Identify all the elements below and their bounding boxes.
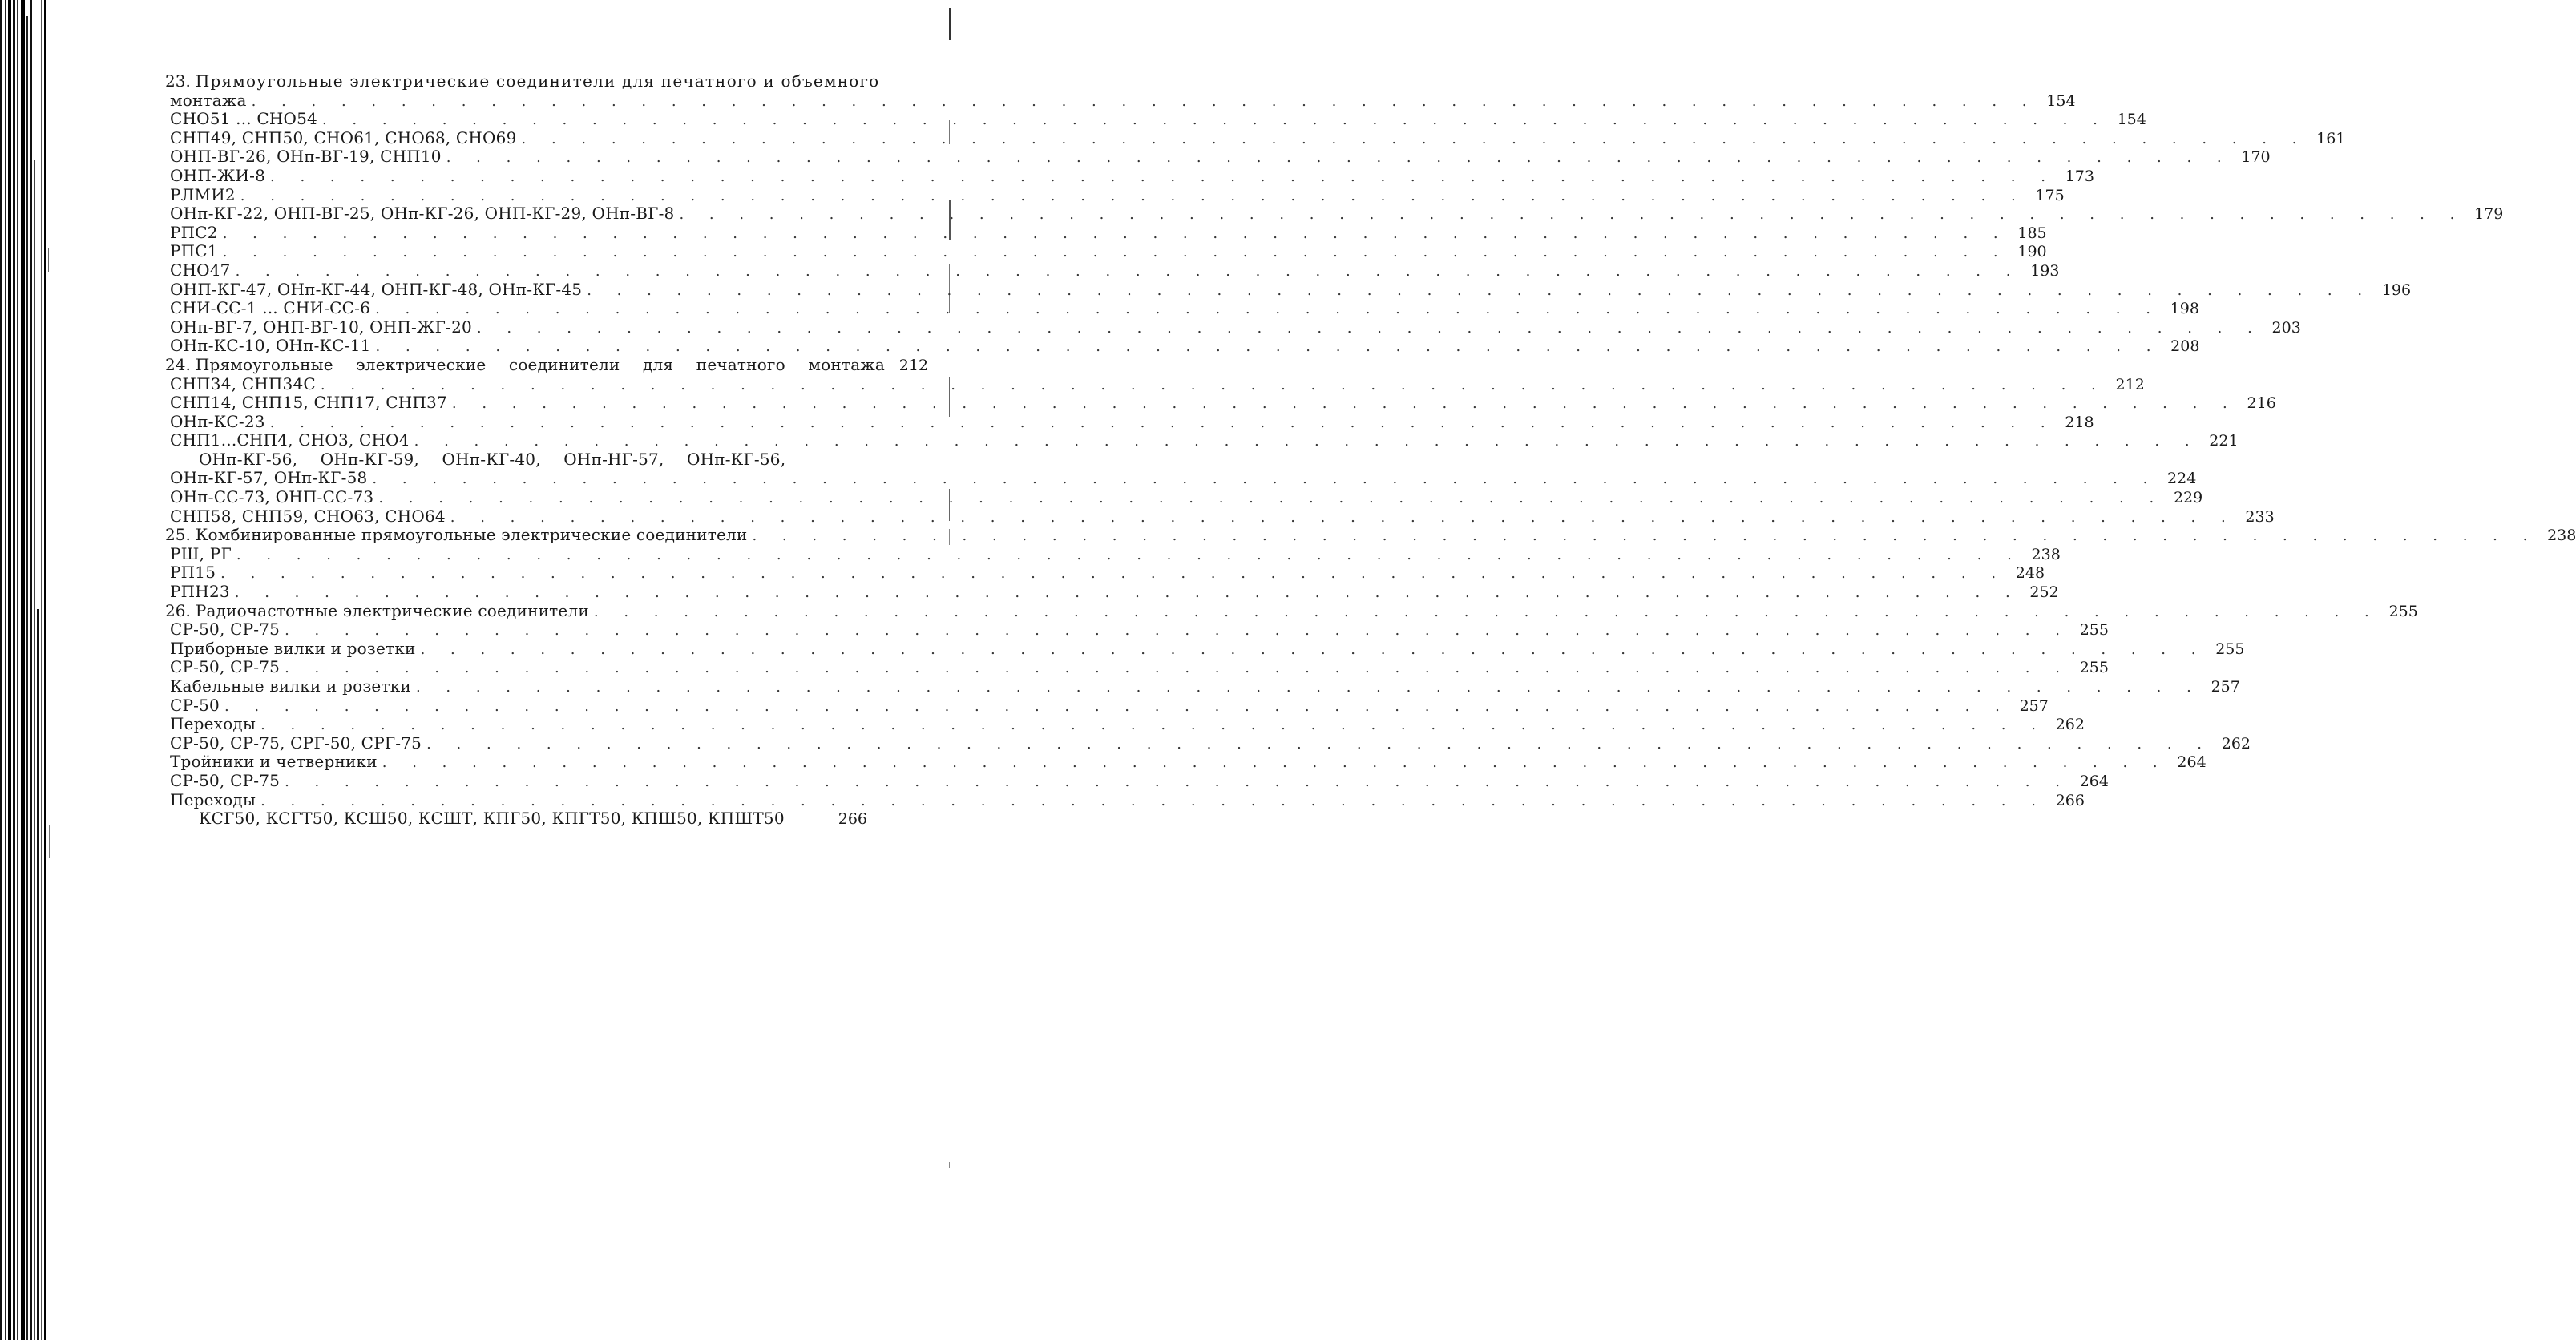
- toc-entry-row: [165, 317, 2301, 337]
- toc-page-number: 255: [2079, 621, 2109, 640]
- toc-page-number: 203: [2271, 318, 2301, 337]
- toc-page-number: 252: [2029, 583, 2059, 602]
- toc-entry-row: [165, 298, 2199, 318]
- toc-entry-title: ОНП-ЖИ-8: [170, 165, 266, 185]
- toc-entry-row: [165, 620, 2109, 640]
- toc-page-number: 196: [2381, 281, 2412, 299]
- toc-entry-row: [165, 147, 2271, 167]
- dot-leader: . . . . . . . . . . . . . . . . . . . . . . . . . . . . . . . . . . . . . . . . . . . . . . . . . . . . . . . . . . . .: [450, 508, 2236, 526]
- toc-page-number: 255: [2388, 602, 2418, 620]
- toc-entry-row: [165, 336, 2200, 356]
- toc-page-number: 233: [2245, 507, 2275, 526]
- toc-section-row: [165, 525, 2576, 545]
- toc-entry-row: [165, 582, 2059, 602]
- toc-entry-title: Радиочастотные электрические соединители: [195, 600, 589, 620]
- dot-leader: . . . . . . . . . . . . . . . . . . . . . . . . . . . . . . . . . . . . . . . . . . . . . . . . . . . . . . . . . . . .: [320, 376, 2106, 394]
- toc-page-number: 185: [2017, 224, 2047, 242]
- toc-page-number: 229: [2173, 489, 2203, 507]
- toc-page-number: 266: [838, 810, 867, 829]
- toc-page-number: 266: [2055, 791, 2085, 809]
- toc-page-number: 154: [2046, 91, 2076, 110]
- toc-entry-row: [165, 657, 2109, 677]
- dot-leader: . . . . . . . . . . . . . . . . . . . . . . . . . . . . . . . . . . . . . . . . . . . . . . . . . . . . . . . . . . . .: [285, 660, 2070, 677]
- toc-entry-title: КСГ50, КСГТ50, КСШ50, КСШТ, КПГ50, КПГТ50, КПШ50, КПШТ50: [199, 809, 785, 829]
- dot-leader: . . . . . . . . . . . . . . . . . . . . . . . . . . . . . . . . . . . . . . . . . . . . . . . . . . . . . . . . . . . .: [260, 792, 2046, 809]
- toc-page-number: 221: [2209, 432, 2239, 450]
- toc-section-number: 23.: [165, 71, 191, 91]
- toc-entry-row: [165, 752, 2207, 772]
- toc-entry-title: ОНп-КС-23: [170, 411, 265, 431]
- toc-entry-row: [165, 430, 2239, 450]
- toc-section-row: [165, 354, 929, 375]
- toc-section-number: 24.: [165, 354, 191, 374]
- dot-leader: . . . . . . . . . . . . . . . . . . . . . . . . . . . . . . . . . . . . . . . . . . . . . . . . . . . . . . . . . . . .: [222, 244, 2009, 261]
- dot-leader: . . . . . . . . . . . . . . . . . . . . . . . . . . . . . . . . . . . . . . . . . . . . . . . . . . . . . . . . . . . .: [752, 527, 2538, 545]
- dot-leader: . . . . . . . . . . . . . . . . . . . . . . . . . . . . . . . . . . . . . . . . . . . . . . . . . . . . . . . . . . . .: [285, 773, 2070, 790]
- toc-page-number: 238: [2547, 527, 2576, 545]
- toc-section-row: [165, 600, 2418, 621]
- toc-page-number: 262: [2221, 734, 2251, 753]
- toc-entry-title: СР-50, СР-75: [170, 620, 281, 640]
- toc-entry-title: Кабельные вилки и розетки: [170, 676, 411, 696]
- toc-entry-title: СР-50, СР-75: [170, 657, 281, 677]
- dot-leader: . . . . . . . . . . . . . . . . . . . . . . . . . . . . . . . . . . . . . . . . . . . . . . . . . . . . . . . . . . . .: [587, 281, 2373, 299]
- toc-entry-row: [165, 127, 2346, 148]
- toc-entry-row: [165, 487, 2203, 507]
- toc-page-number: 208: [2170, 337, 2200, 356]
- toc-page-number: 216: [2247, 394, 2276, 413]
- dot-leader: . . . . . . . . . . . . . . . . . . . . . . . . . . . . . . . . . . . . . . . . . . . . . . . . . . . . . . . . . . . .: [321, 111, 2108, 129]
- toc-entry-row: [165, 222, 2047, 243]
- toc-entry-row: [165, 543, 2061, 564]
- toc-entry-row: [165, 714, 2085, 734]
- toc-entry-title: ОНп-ВГ-7, ОНП-ВГ-10, ОНП-ЖГ-20: [170, 317, 472, 337]
- dot-leader: . . . . . . . . . . . . . . . . . . . . . . . . . . . . . . . . . . . . . . . . . . . . . . . . . . . . . . . . . . . .: [476, 319, 2263, 337]
- toc-entry-row: [165, 789, 2085, 810]
- toc-entry-row: [165, 393, 2276, 413]
- toc-entry-title: СНП14, СНП15, СНП17, СНП37: [170, 393, 447, 413]
- toc-page-number: 190: [2017, 243, 2047, 261]
- dot-leader: . . . . . . . . . . . . . . . . . . . . . . . . . . . . . . . . . . . . . . . . . . . . . . . . . . . . . . . . . . . .: [236, 546, 2022, 563]
- dot-leader: . . . . . . . . . . . . . . . . . . . . . . . . . . . . . . . . . . . . . . . . . . . . . . . . . . . . . . . . . . . .: [372, 470, 2158, 488]
- toc-entry-title: ОНп-КГ-57, ОНп-КГ-58: [170, 468, 368, 488]
- toc-page-number: 179: [2474, 205, 2504, 224]
- toc-entry-row: [165, 373, 2145, 394]
- toc-section-number: 25.: [165, 525, 191, 545]
- toc-page-number: 257: [2019, 696, 2049, 715]
- toc-entry-title: РПН23: [170, 582, 230, 602]
- dot-leader: . . . . . . . . . . . . . . . . . . . . . . . . . . . . . . . . . . . . . . . . . . . . . . . . . . . . . . . . . . . .: [521, 130, 2307, 147]
- dot-leader: . . . . . . . . . . . . . . . . . . . . . . . . . . . . . . . . . . . . . . . . . . . . . . . . . . . . . . . . . . . .: [451, 395, 2238, 413]
- dot-leader: . . . . . . . . . . . . . . . . . . . . . . . . . . . . . . . . . . . . . . . . . . . . . . . . . . . . . . . . . . . .: [593, 603, 2380, 620]
- toc-page-number: 218: [2065, 413, 2094, 431]
- toc-entry-title: СНО47: [170, 260, 231, 280]
- toc-page-number: 161: [2316, 129, 2346, 147]
- dot-leader: . . . . . . . . . . . . . . . . . . . . . . . . . . . . . . . . . . . . . . . . . . . . . . . . . . . . . . . . . . . .: [414, 433, 2200, 450]
- dot-leader: . . . . . . . . . . . . . . . . . . . . . . . . . . . . . . . . . . . . . . . . . . . . . . . . . . . . . . . . . . . .: [240, 187, 2026, 204]
- toc-section-row: [165, 71, 880, 91]
- toc-page-number: 212: [2115, 375, 2145, 394]
- toc-page-number: 212: [898, 356, 929, 374]
- toc-page-number: 257: [2211, 678, 2240, 696]
- toc-entry-title: РШ, РГ: [170, 543, 232, 563]
- toc-page-number: 264: [2177, 753, 2207, 772]
- toc-entry-title: СР-50, СР-75, СРГ-50, СРГ-75: [170, 733, 422, 753]
- toc-page-number: 224: [2167, 470, 2197, 488]
- toc-entry-title: Тройники и четверники: [170, 752, 378, 772]
- dot-leader: . . . . . . . . . . . . . . . . . . . . . . . . . . . . . . . . . . . . . . . . . . . . . . . . . . . . . . . . . . . .: [270, 168, 2056, 185]
- dot-leader: . . . . . . . . . . . . . . . . . . . . . . . . . . . . . . . . . . . . . . . . . . . . . . . . . . . . . . . . . . . .: [234, 584, 2021, 602]
- toc-entry-title: Прямоугольные электрические соединители для печатного и объемного: [195, 71, 880, 91]
- toc-entry-title: СНИ-СС-1 ... СНИ-СС-6: [170, 298, 371, 318]
- toc-page-number: 255: [2079, 659, 2109, 677]
- toc-entry-title: РЛМИ2: [170, 184, 236, 204]
- toc-page-number: 173: [2065, 167, 2094, 185]
- table-of-contents: [165, 71, 2576, 829]
- toc-entry-row: [165, 563, 2045, 583]
- toc-page-number: 193: [2030, 261, 2060, 280]
- toc-entry-title: РПС1: [170, 241, 218, 261]
- toc-entry-title: СНО51 ... СНО54: [170, 109, 317, 129]
- toc-entry-title: СНП49, СНП50, СНО61, СНО68, СНО69: [170, 127, 517, 147]
- toc-entry-row: [165, 809, 867, 829]
- dot-leader: . . . . . . . . . . . . . . . . . . . . . . . . . . . . . . . . . . . . . . . . . . . . . . . . . . . . . . . . . . . .: [375, 338, 2162, 356]
- toc-entry-row: [165, 204, 2504, 224]
- toc-entry-title: РПС2: [170, 222, 218, 242]
- dot-leader: . . . . . . . . . . . . . . . . . . . . . . . . . . . . . . . . . . . . . . . . . . . . . . . . . . . . . . . . . . . .: [679, 206, 2465, 224]
- toc-page-number: 238: [2031, 545, 2061, 563]
- toc-entry-title: Переходы: [170, 789, 256, 809]
- toc-entry-title: ОНп-СС-73, ОНП-СС-73: [170, 487, 374, 507]
- toc-entry-title: ОНп-КГ-56, ОНп-КГ-59, ОНп-КГ-40, ОНп-НГ-57, ОНп-КГ-56,: [199, 449, 786, 469]
- toc-entry-title: монтажа: [170, 90, 247, 110]
- toc-entry-title: СНП58, СНП59, СНО63, СНО64: [170, 506, 446, 526]
- toc-entry-title: ОНП-ВГ-26, ОНп-ВГ-19, СНП10: [170, 147, 442, 167]
- toc-entry-row: [165, 733, 2251, 753]
- dot-leader: . . . . . . . . . . . . . . . . . . . . . . . . . . . . . . . . . . . . . . . . . . . . . . . . . . . . . . . . . . . .: [224, 697, 2010, 715]
- scan-binding-edge: [0, 0, 56, 1340]
- toc-entry-row: [165, 676, 2240, 696]
- toc-entry-row: [165, 450, 867, 470]
- toc-entry-title: ОНп-КС-10, ОНп-КС-11: [170, 336, 371, 356]
- toc-entry-title: СР-50, СР-75: [170, 770, 281, 790]
- toc-entry-row: [165, 109, 2146, 129]
- dot-leader: . . . . . . . . . . . . . . . . . . . . . . . . . . . . . . . . . . . . . . . . . . . . . . . . . . . . . . . . . . . .: [222, 224, 2009, 242]
- toc-page-number: 264: [2079, 772, 2109, 790]
- toc-entry-title: СНП1...СНП4, СНО3, СНО4: [170, 430, 410, 450]
- dot-leader: . . . . . . . . . . . . . . . . . . . . . . . . . . . . . . . . . . . . . . . . . . . . . . . . . . . . . . . . . . . .: [382, 754, 2168, 772]
- dot-leader: . . . . . . . . . . . . . . . . . . . . . . . . . . . . . . . . . . . . . . . . . . . . . . . . . . . . . . . . . . . .: [269, 414, 2056, 431]
- toc-page-number: 248: [2015, 564, 2045, 583]
- toc-section-number: 26.: [165, 600, 191, 620]
- toc-entry-row: [165, 695, 2049, 716]
- toc-entry-row: [165, 468, 2197, 488]
- toc-page-number: 175: [2035, 186, 2065, 204]
- dot-leader: . . . . . . . . . . . . . . . . . . . . . . . . . . . . . . . . . . . . . . . . . . . . . . . . . . . . . . . . . . . .: [235, 262, 2021, 280]
- toc-entry-title: Комбинированные прямоугольные электрические соединители: [195, 525, 748, 545]
- dot-leader: . . . . . . . . . . . . . . . . . . . . . . . . . . . . . . . . . . . . . . . . . . . . . . . . . . . . . . . . . . . .: [375, 301, 2161, 318]
- toc-entry-title: Приборные вилки и розетки: [170, 638, 416, 658]
- toc-entry-title: Переходы: [170, 714, 256, 734]
- dot-leader: . . . . . . . . . . . . . . . . . . . . . . . . . . . . . . . . . . . . . . . . . . . . . . . . . . . . . . . . . . . .: [251, 92, 2037, 110]
- toc-page-number: 262: [2055, 716, 2085, 734]
- dot-leader: . . . . . . . . . . . . . . . . . . . . . . . . . . . . . . . . . . . . . . . . . . . . . . . . . . . . . . . . . . . .: [378, 490, 2165, 507]
- toc-entry-title: Прямоугольные электрические соединители для печатного монтажа: [195, 354, 886, 374]
- toc-entry-row: [165, 260, 2060, 281]
- dot-leader: . . . . . . . . . . . . . . . . . . . . . . . . . . . . . . . . . . . . . . . . . . . . . . . . . . . . . . . . . . . .: [446, 149, 2232, 167]
- toc-page-number: 255: [2215, 640, 2245, 658]
- toc-entry-title: РП15: [170, 563, 216, 583]
- toc-entry-row: [165, 184, 2065, 205]
- toc-entry-row: [165, 165, 2094, 186]
- toc-page-number: 170: [2241, 148, 2271, 167]
- dot-leader: . . . . . . . . . . . . . . . . . . . . . . . . . . . . . . . . . . . . . . . . . . . . . . . . . . . . . . . . . . . .: [426, 735, 2212, 753]
- toc-entry-title: СР-50: [170, 695, 220, 715]
- toc-entry-title: ОНп-КГ-22, ОНП-ВГ-25, ОНп-КГ-26, ОНП-КГ-29, ОНп-ВГ-8: [170, 204, 675, 224]
- toc-entry-row: [165, 506, 2275, 527]
- toc-entry-title: ОНП-КГ-47, ОНп-КГ-44, ОНП-КГ-48, ОНп-КГ-45: [170, 279, 583, 299]
- toc-entry-row: [165, 279, 2412, 300]
- toc-entry-row: [165, 411, 2094, 432]
- toc-page-number: 198: [2170, 300, 2199, 318]
- toc-entry-row: [165, 638, 2245, 659]
- dot-leader: . . . . . . . . . . . . . . . . . . . . . . . . . . . . . . . . . . . . . . . . . . . . . . . . . . . . . . . . . . . .: [415, 679, 2202, 696]
- dot-leader: . . . . . . . . . . . . . . . . . . . . . . . . . . . . . . . . . . . . . . . . . . . . . . . . . . . . . . . . . . . .: [420, 640, 2207, 658]
- toc-entry-title: СНП34, СНП34С: [170, 373, 316, 394]
- dot-leader: . . . . . . . . . . . . . . . . . . . . . . . . . . . . . . . . . . . . . . . . . . . . . . . . . . . . . . . . . . . .: [220, 565, 2007, 583]
- toc-entry-row: [165, 241, 2047, 261]
- toc-entry-row: [165, 90, 2076, 111]
- toc-entry-row: [165, 770, 2109, 791]
- dot-leader: . . . . . . . . . . . . . . . . . . . . . . . . . . . . . . . . . . . . . . . . . . . . . . . . . . . . . . . . . . . .: [260, 716, 2046, 734]
- dot-leader: . . . . . . . . . . . . . . . . . . . . . . . . . . . . . . . . . . . . . . . . . . . . . . . . . . . . . . . . . . . .: [285, 622, 2070, 640]
- toc-page-number: 154: [2117, 111, 2146, 129]
